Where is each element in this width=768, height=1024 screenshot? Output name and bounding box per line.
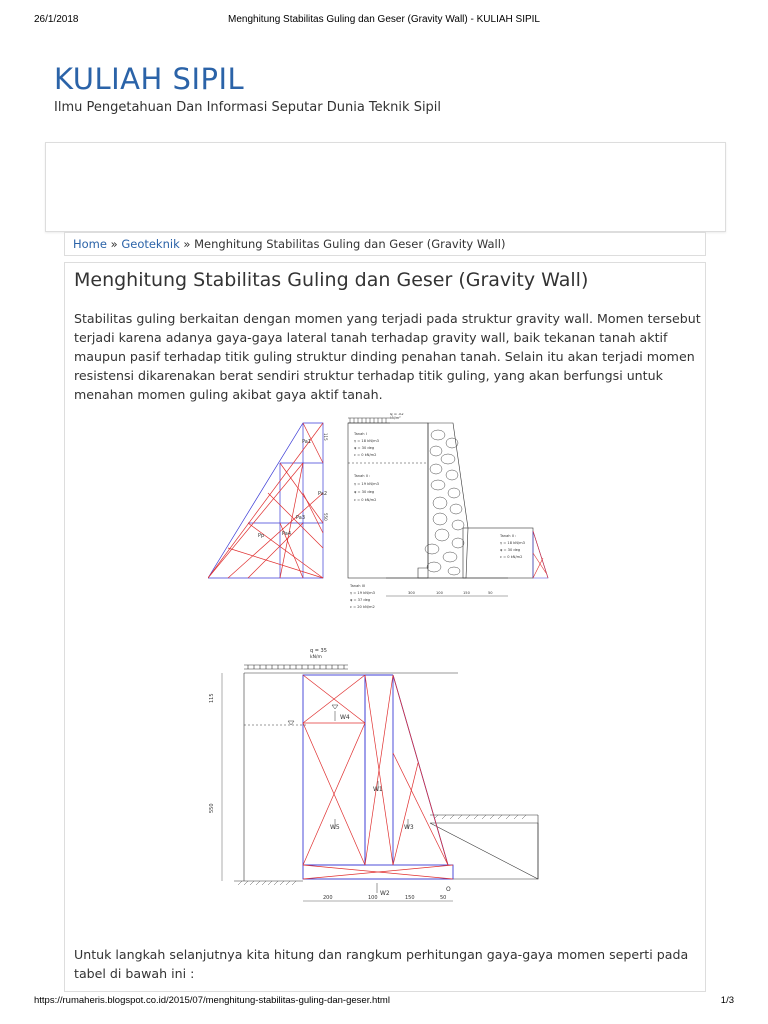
gravity-wall-section-figure	[208, 413, 564, 623]
soil3-line: γ = 19 kN/m3	[350, 591, 375, 595]
w1-label: W1	[373, 786, 383, 793]
print-page-number: 1/3	[720, 995, 734, 1006]
soil2b-line: γ = 18 kN/m3	[500, 541, 525, 545]
load-unit-label: kN/m	[310, 655, 322, 660]
pa3-label: Pa3	[296, 515, 306, 521]
print-url: https://rumaheris.blogspot.co.id/2015/07/menghitung-stabilitas-guling-dan-geser.html	[34, 995, 390, 1006]
post-paragraph-1: Stabilitas guling berkaitan dengan momen yang terjadi pada struktur gravity wall. Momen tersebut terjadi karena adanya gaya-gaya lateral tanah terhadap gravity wall, baik tekanan tanah aktif maupun pasif terhadap titik guling struktur dinding penahan tanah. Selain itu akan terjadi momen resistensi dikarenakan berat sendiri struktur terhadap titik guling, yang akan berfungsi untuk menahan momen guling akibat gaya aktif tanah.	[74, 311, 701, 402]
w4-label: W4	[340, 714, 350, 721]
print-page-title: Menghitung Stabilitas Guling dan Geser (Gravity Wall) - KULIAH SIPIL	[228, 14, 540, 25]
post-article	[64, 262, 706, 992]
soil1-line: Tanah I	[354, 432, 367, 436]
soil2b-line: φ = 30 deg	[500, 548, 521, 552]
soil2b-line: c = 0 kN/m2	[500, 555, 523, 559]
soil3-line: Tanah III	[350, 584, 365, 588]
w5-label: W5	[330, 824, 340, 831]
print-date: 26/1/2018	[34, 14, 79, 25]
pa1-label: Pa1	[302, 439, 312, 445]
soil1-line: c = 0 kN/m2	[354, 453, 377, 457]
dim-bottom-1: 200	[323, 895, 333, 901]
soil2-line: Tanah II :	[354, 474, 371, 478]
pa4-label: Pa4	[282, 531, 292, 537]
load-label: q = 35	[310, 648, 327, 654]
soil2-line: φ = 30 deg	[354, 490, 375, 494]
dim-bottom-1: 300	[408, 591, 415, 595]
load-label: q = 35	[390, 413, 404, 416]
gravity-wall-weights-figure	[208, 643, 548, 933]
breadcrumb-home-link[interactable]: Home	[73, 237, 107, 251]
soil3-line: c = 20 kN/m2	[350, 605, 375, 609]
dim-bottom-4: 50	[488, 591, 493, 595]
soil1-line: φ = 30 deg	[354, 446, 375, 450]
site-description: Ilmu Pengetahuan Dan Informasi Seputar Dunia Teknik Sipil	[54, 100, 442, 115]
dim-left-mid: 550	[209, 803, 215, 813]
soil1-line: γ = 18 kN/m3	[354, 439, 379, 443]
soil2-line: c = 0 kN/m2	[354, 498, 377, 502]
breadcrumb-separator: »	[106, 237, 122, 251]
dim-bottom-3: 150	[405, 895, 415, 901]
pa2-label: Pa2	[318, 491, 328, 497]
dim-top-label: 115	[323, 433, 328, 441]
dim-bottom-2: 100	[368, 895, 378, 901]
breadcrumb	[64, 232, 706, 256]
dim-bottom-2: 100	[436, 591, 443, 595]
w2-label: W2	[380, 890, 390, 897]
post-paragraph-2: Untuk langkah selanjutnya kita hitung dan rangkum perhitungan gaya-gaya momen seperti pada tabel di bawah ini :	[74, 947, 689, 981]
point-o-label: O	[446, 886, 451, 893]
soil2-line: γ = 19 kN/m3	[354, 482, 379, 486]
dim-mid-label: 550	[323, 513, 328, 521]
dim-bottom-4: 50	[440, 895, 447, 901]
post-title: Menghitung Stabilitas Guling dan Geser (Gravity Wall)	[74, 269, 589, 291]
soil2b-line: Tanah II :	[500, 534, 517, 538]
w3-label: W3	[404, 824, 414, 831]
breadcrumb-category-link[interactable]: Geoteknik	[121, 237, 180, 251]
pp-label: Pp	[258, 533, 265, 539]
soil3-line: φ = 37 deg	[350, 598, 371, 602]
dim-left-top: 115	[209, 693, 215, 703]
dim-bottom-3: 150	[463, 591, 470, 595]
site-title[interactable]: KULIAH SIPIL	[54, 62, 245, 96]
load-unit-label: kN/m²	[390, 416, 401, 420]
breadcrumb-separator: »	[179, 237, 195, 251]
ad-placeholder	[45, 142, 726, 232]
breadcrumb-current: Menghitung Stabilitas Guling dan Geser (Gravity Wall)	[194, 237, 506, 251]
